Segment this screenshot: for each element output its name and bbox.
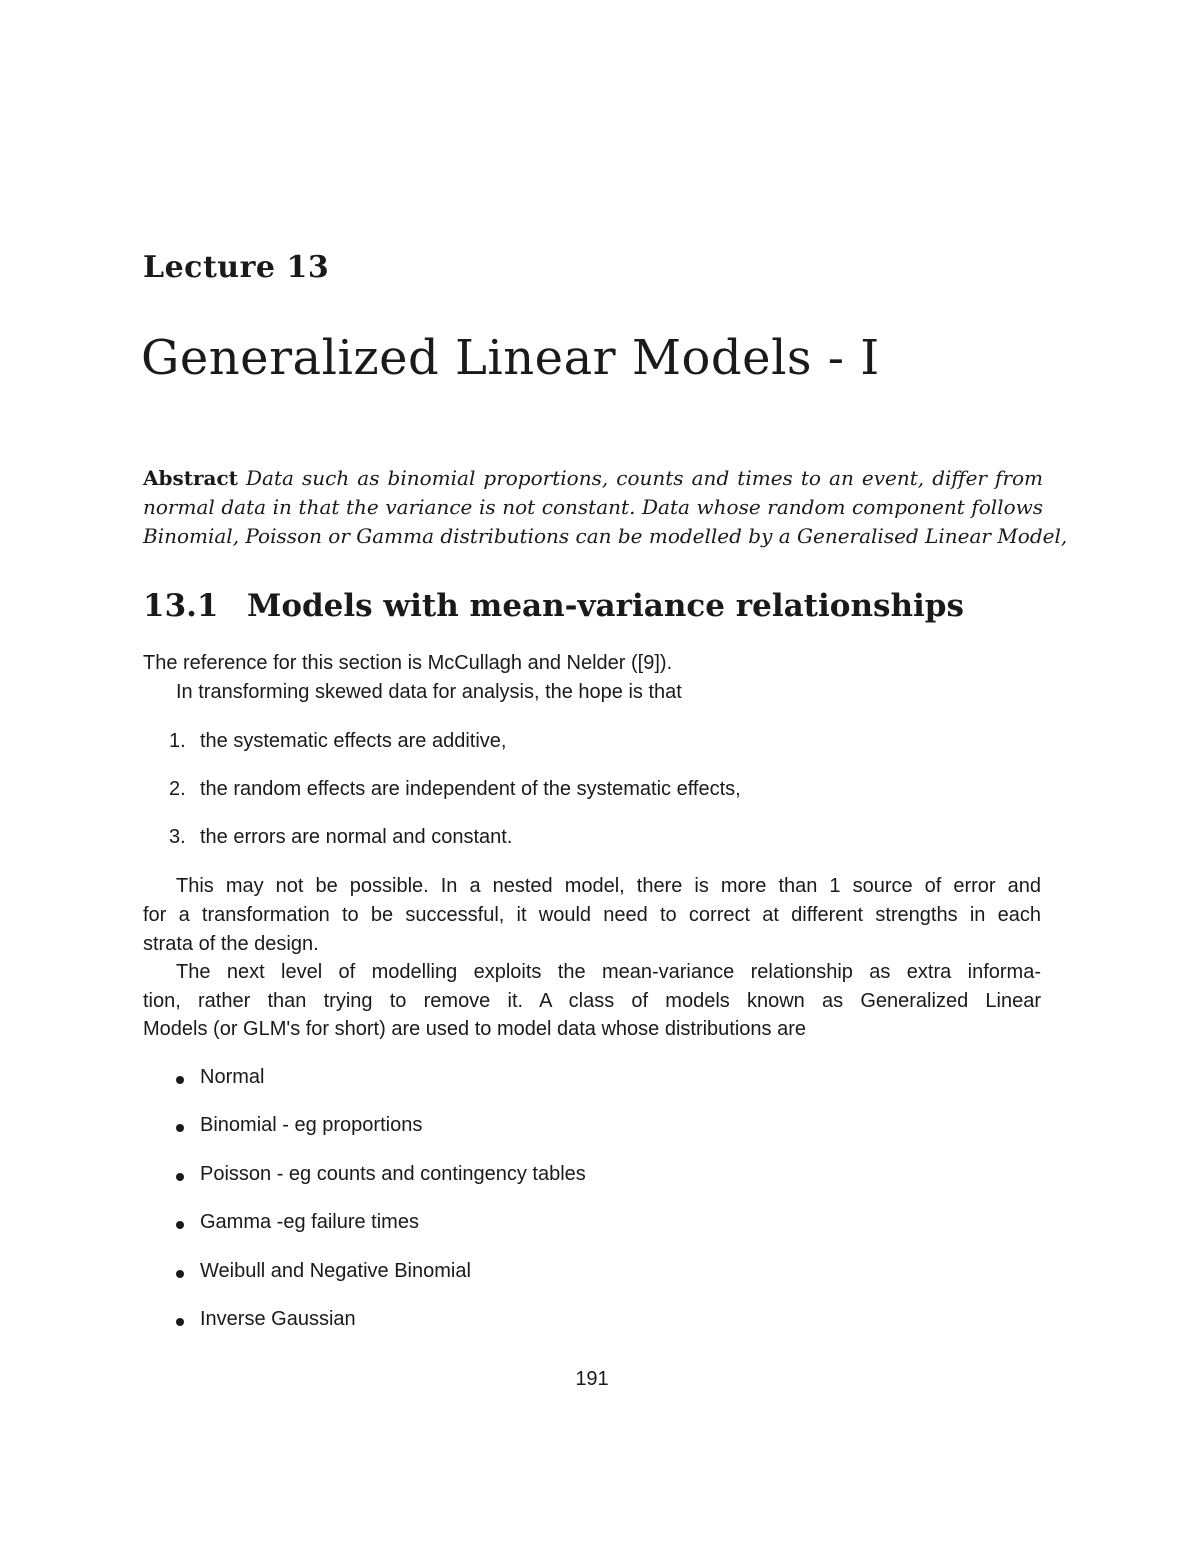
list-item: Normal <box>200 1066 265 1088</box>
paragraph1-line-1: This may not be possible. In a nested model, there is more than 1 source of error and <box>176 875 1041 897</box>
abstract-line-1: Abstract Data such as binomial proportions, counts and times to an event, differ from <box>143 466 1044 490</box>
enum-number-2: 2. <box>169 778 186 800</box>
bullet-icon <box>176 1124 184 1132</box>
list-item: Binomial - eg proportions <box>200 1114 423 1136</box>
bullet-icon <box>176 1076 184 1084</box>
section-heading <box>143 588 964 624</box>
abstract-label: Abstract <box>143 466 238 490</box>
lecture-label: Lecture 13 <box>143 250 330 285</box>
bullet-icon <box>176 1318 184 1326</box>
abstract-line-3: Binomial, Poisson or Gamma distributions can be modelled by a Generalised Linear Model, <box>143 524 1068 548</box>
list-item: Weibull and Negative Binomial <box>200 1260 471 1282</box>
paragraph2-line-3: Models (or GLM's for short) are used to model data whose distributions are <box>143 1018 807 1040</box>
intro-line-1: The reference for this section is McCullagh and Nelder ([9]). <box>143 652 673 674</box>
list-item: Gamma -eg failure times <box>200 1211 419 1233</box>
list-item: Poisson - eg counts and contingency tables <box>200 1163 586 1185</box>
paragraph1-line-2: for a transformation to be successful, it would need to correct at different strengths in each <box>143 904 1041 926</box>
section-number: 13.1 <box>143 588 219 624</box>
paragraph2-line-2: tion, rather than trying to remove it. A class of models known as Generalized Linear <box>143 990 1041 1012</box>
enum-item-1: the systematic effects are additive, <box>200 730 507 752</box>
enum-item-2: the random effects are independent of the systematic effects, <box>200 778 741 800</box>
enum-number-1: 1. <box>169 730 186 752</box>
abstract-line-2: normal data in that the variance is not constant. Data whose random component follows <box>143 495 1043 519</box>
page-number: 191 <box>575 1368 609 1390</box>
chapter-title: Generalized Linear Models - I <box>141 330 880 386</box>
enum-item-3: the errors are normal and constant. <box>200 826 513 848</box>
bullet-icon <box>176 1173 184 1181</box>
intro-line-2: In transforming skewed data for analysis, the hope is that <box>176 681 682 703</box>
abstract <box>143 464 1068 551</box>
paragraph2-line-1: The next level of modelling exploits the mean-variance relationship as extra informa- <box>176 961 1041 983</box>
section-title: Models with mean-variance relationships <box>247 588 964 624</box>
list-item: Inverse Gaussian <box>200 1308 356 1330</box>
paragraph1-line-3: strata of the design. <box>143 933 319 955</box>
enum-number-3: 3. <box>169 826 186 848</box>
bullet-icon <box>176 1270 184 1278</box>
bullet-icon <box>176 1221 184 1229</box>
